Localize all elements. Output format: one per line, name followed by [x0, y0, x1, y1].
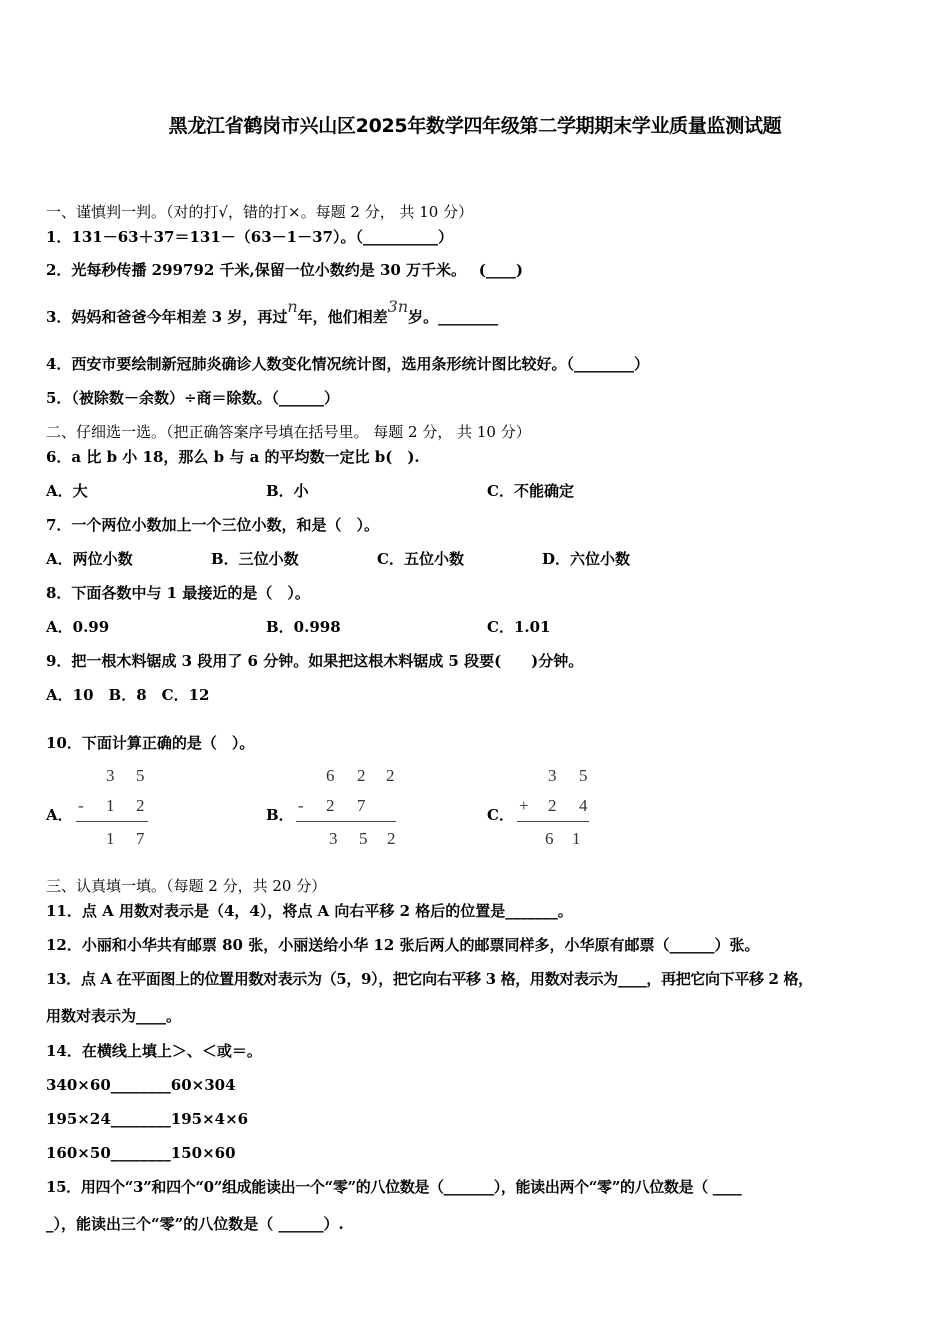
question-13-line-2: 用数对表示为____。: [46, 1007, 182, 1025]
question-15-line-1: 15．用四个“3”和四个“0”组成能读出一个“零”的八位数是（_______），能读出两个“零”的八位数是（ ____: [46, 1178, 742, 1196]
q10-option-a-label: A．: [46, 806, 73, 824]
q10a-operator: -: [78, 796, 84, 815]
q14-item-1: 340×60________60×304: [46, 1076, 236, 1094]
question-8: 8．下面各数中与 1 最接近的是（ ）。: [46, 584, 310, 602]
question-15-line-2: _），能读出三个“零”的八位数是（ ______）.: [46, 1215, 344, 1233]
q10c-top-digit-2: 5: [579, 766, 588, 785]
q10b-result-digit-1: 3: [329, 829, 338, 848]
q10b-mid-digit-1: 2: [326, 796, 335, 815]
q10b-difference-line: [296, 821, 396, 822]
q10c-mid-digit-2: 4: [579, 796, 588, 815]
question-14: 14．在横线上填上＞、＜或＝。: [46, 1042, 262, 1060]
page-title: 黑龙江省鹤岗市兴山区2025年数学四年级第二学期期末学业质量监测试题: [168, 115, 782, 137]
question-12: 12．小丽和小华共有邮票 80 张，小丽送给小华 12 张后两人的邮票同样多，小华原有邮票（______）张。: [46, 936, 760, 954]
q10-option-b-label: B．: [266, 806, 294, 824]
q10a-sum-line: [76, 821, 148, 822]
q10a-top-digit-1: 3: [106, 766, 115, 785]
q6-option-b: B．小: [266, 482, 309, 500]
question-4: 4．西安市要绘制新冠肺炎确诊人数变化情况统计图，选用条形统计图比较好。（________）: [46, 355, 649, 373]
section1-header: 一、谨慎判一判。（对的打√，错的打×。每题 2 分， 共 10 分）: [46, 203, 474, 221]
q8-option-c: C．1.01: [487, 618, 551, 636]
question-13-line-1: 13．点 A 在平面图上的位置用数对表示为（5，9），把它向右平移 3 格，用数对表示为____，再把它向下平移 2 格，: [46, 970, 813, 988]
question-11: 11．点 A 用数对表示是（4，4），将点 A 向右平移 2 格后的位置是_______。: [46, 902, 573, 920]
q9-options: A．10 B．8 C．12: [46, 686, 210, 704]
q14-item-2: 195×24________195×4×6: [46, 1110, 249, 1128]
q6-option-c: C．不能确定: [487, 482, 574, 500]
q10-option-c-label: C．: [487, 806, 514, 824]
q10a-mid-digit-1: 1: [106, 796, 115, 815]
variable-3n: 3n: [387, 297, 409, 316]
q10c-result-digit-2: 1: [572, 829, 581, 848]
q10b-result-digit-3: 2: [387, 829, 396, 848]
q10b-operator: -: [298, 796, 304, 815]
question-5: 5．（被除数－余数）÷商＝除数。（______）: [46, 389, 340, 407]
question-2: 2．光每秒传播 299792 千米,保留一位小数约是 30 万千米。 (____): [46, 261, 523, 279]
q7-option-c: C．五位小数: [377, 550, 464, 568]
question-7: 7．一个两位小数加上一个三位小数，和是（ ）。: [46, 516, 379, 534]
question-9: 9．把一根木料锯成 3 段用了 6 分钟。如果把这根木料锯成 5 段要( )分钟。: [46, 652, 584, 670]
q10b-top-digit-1: 6: [326, 766, 335, 785]
q7-option-b: B．三位小数: [211, 550, 299, 568]
q8-option-b: B．0.998: [266, 618, 341, 636]
q7-option-d: D．六位小数: [542, 550, 631, 568]
q10a-top-digit-2: 5: [136, 766, 145, 785]
q10a-result-digit-1: 1: [106, 829, 115, 848]
section2-header: 二、仔细选一选。（把正确答案序号填在括号里。 每题 2 分， 共 10 分）: [46, 423, 531, 441]
q10c-top-digit-1: 3: [548, 766, 557, 785]
q10c-operator: +: [519, 796, 529, 815]
section3-header: 三、认真填一填。（每题 2 分，共 20 分）: [46, 877, 327, 895]
q6-option-a: A．大: [46, 482, 88, 500]
variable-n: n: [287, 297, 298, 316]
q8-option-a: A．0.99: [46, 618, 110, 636]
question-3-part-c: 岁。________: [408, 308, 499, 326]
q10b-mid-digit-2: 7: [357, 796, 366, 815]
question-1: 1．131－63＋37＝131－（63－1－37）。（__________）: [46, 228, 453, 246]
question-3: [46, 297, 499, 327]
question-6: 6．a 比 b 小 18，那么 b 与 a 的平均数一定比 b( ).: [46, 448, 420, 466]
question-3-part-b: 年，他们相差: [297, 308, 388, 326]
q10b-top-digit-3: 2: [386, 766, 395, 785]
q10c-result-digit-1: 6: [545, 829, 554, 848]
q10c-mid-digit-1: 2: [548, 796, 557, 815]
q10a-mid-digit-2: 2: [136, 796, 145, 815]
q10b-top-digit-2: 2: [357, 766, 366, 785]
question-3-part-a: 3．妈妈和爸爸今年相差 3 岁，再过: [46, 308, 288, 326]
q10a-result-digit-2: 7: [136, 829, 145, 848]
q14-item-3: 160×50________150×60: [46, 1144, 236, 1162]
question-10: 10．下面计算正确的是（ ）。: [46, 734, 255, 752]
q10b-result-digit-2: 5: [359, 829, 368, 848]
q10c-sum-line: [517, 821, 589, 822]
q7-option-a: A．两位小数: [46, 550, 133, 568]
